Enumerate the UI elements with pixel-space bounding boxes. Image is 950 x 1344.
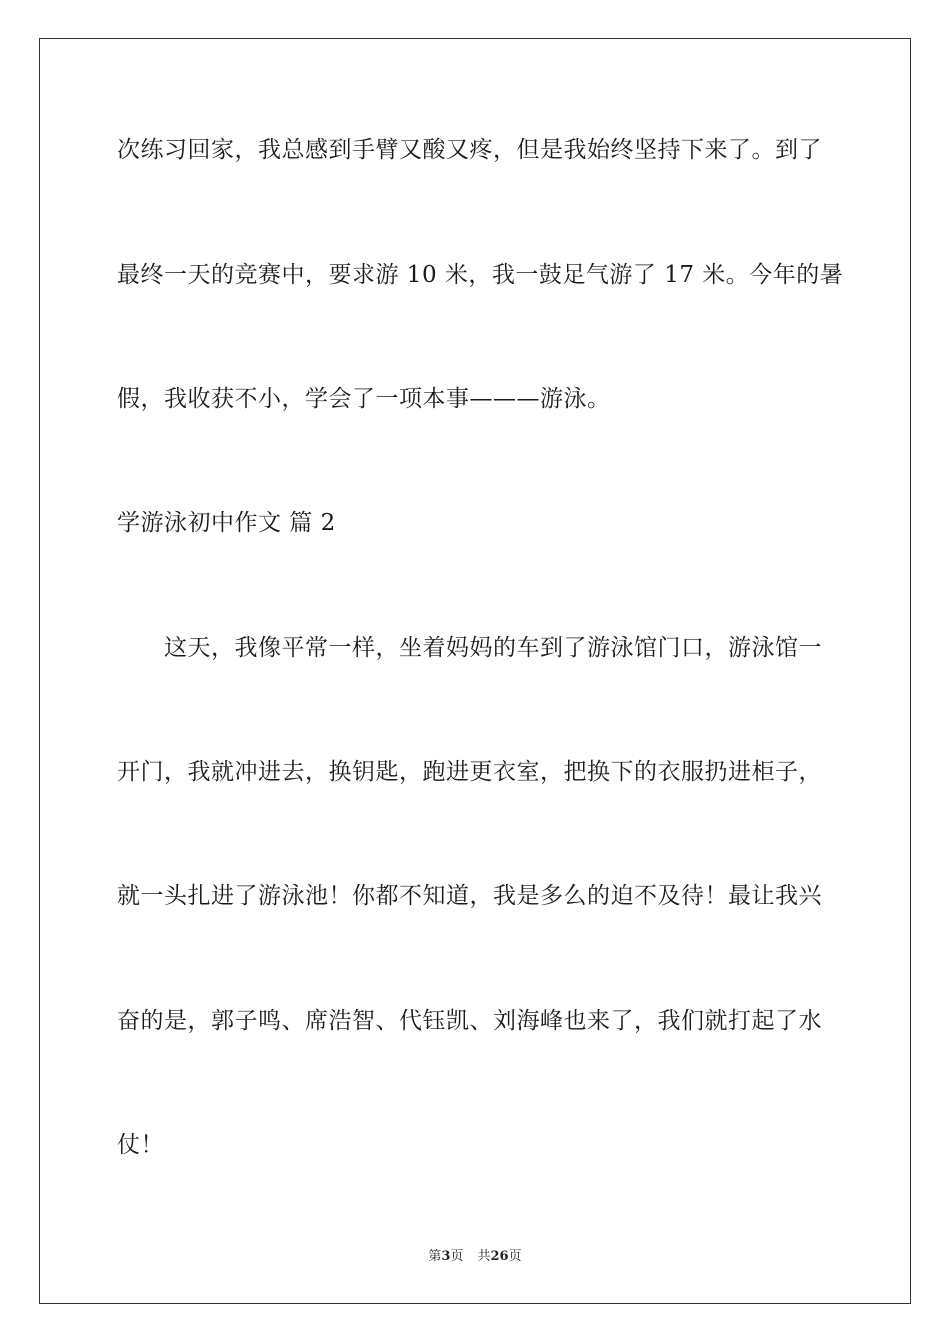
total-suffix: 页 (508, 1249, 522, 1264)
paragraph-line: 开门，我就冲进去，换钥匙，跑进更衣室，把换下的衣服扔进柜子， (117, 759, 822, 785)
page-footer (0, 1248, 950, 1266)
total-pages: 26 (490, 1249, 509, 1264)
paragraph-line: 次练习回家，我总感到手臂又酸又疼，但是我始终坚持下来了。到了 (117, 137, 822, 163)
paragraph-line: 仗！ (117, 1132, 164, 1158)
paragraph-line: 这天，我像平常一样，坐着妈妈的车到了游泳馆门口，游泳馆一 (164, 635, 822, 661)
page-suffix: 页 (450, 1249, 464, 1264)
section-heading: 学游泳初中作文 篇 2 (117, 510, 336, 536)
page-number: 3 (441, 1249, 451, 1264)
paragraph-line: 奋的是，郭子鸣、席浩智、代钰凯、刘海峰也来了，我们就打起了水 (117, 1008, 822, 1034)
page-prefix: 第 (428, 1249, 442, 1264)
total-prefix: 共 (477, 1249, 491, 1264)
paragraph-line: 就一头扎进了游泳池！你都不知道，我是多么的迫不及待！最让我兴 (117, 883, 822, 909)
page-border (39, 38, 911, 1304)
paragraph-line: 假，我收获不小，学会了一项本事———游泳。 (117, 386, 611, 412)
paragraph-line: 最终一天的竞赛中，要求游 10 米，我一鼓足气游了 17 米。今年的暑 (117, 262, 844, 288)
